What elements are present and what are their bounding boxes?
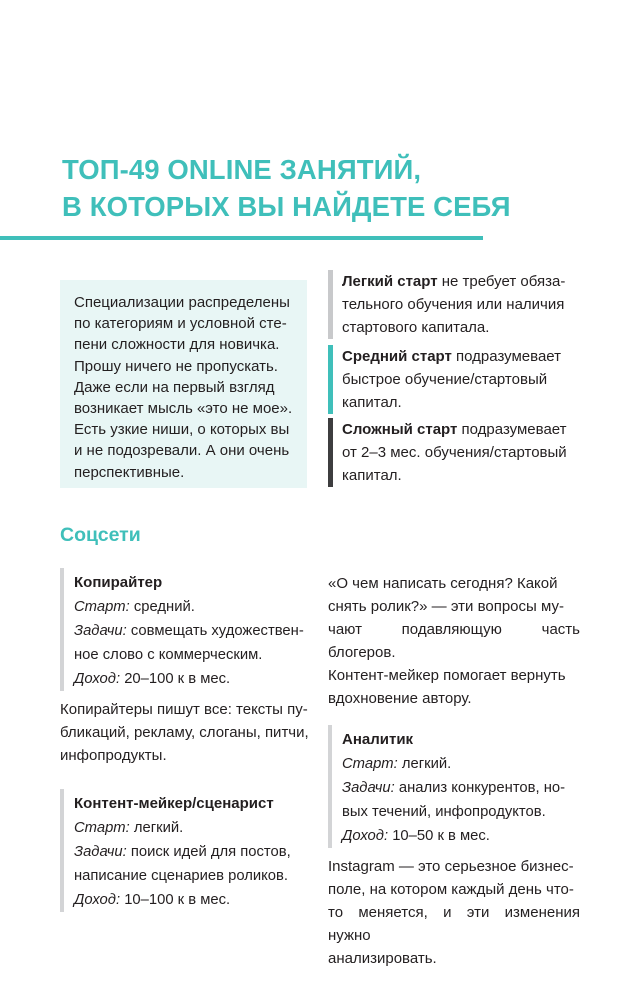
job-income: Доход: 10–100 к в мес. (74, 892, 231, 908)
job-title: Копирайтер (74, 574, 163, 591)
job-start: Старт: средний. (74, 599, 195, 615)
left-column (60, 568, 314, 912)
intro-line: Даже если на первый взгляд (74, 378, 275, 396)
intro-line: Есть узкие ниши, о которых вы (74, 421, 290, 439)
level-medium-name: Средний старт (342, 348, 452, 365)
page-title-line-1: ТОП-49 ONLINE ЗАНЯТИЙ, (62, 154, 422, 185)
job-start: Старт: легкий. (74, 820, 184, 836)
page-title (62, 151, 511, 225)
prose-line: бликаций, рекламу, слоганы, питчи, (60, 724, 309, 741)
job-title: Контент-мейкер/сценарист (74, 795, 274, 812)
job-card-analyst (328, 725, 580, 848)
job-start: Старт: легкий. (342, 756, 452, 772)
level-hard-text: подразумевает (457, 421, 567, 438)
prose-line: вдохновение автору. (328, 690, 472, 707)
prose-line: инфопродукты. (60, 747, 167, 764)
intro-line: Прошу ничего не пропускать. (74, 357, 278, 375)
prose-line: Копирайтеры пишут все: тексты пу- (60, 701, 308, 718)
intro-line: возникает мысль «это не мое». (74, 400, 293, 418)
level-easy-text: тельного обучения или наличия (342, 296, 565, 313)
job-tasks-cont: вых течений, инфопродуктов. (342, 804, 546, 820)
prose-line: то меняется, и эти изменения нужно (328, 904, 580, 944)
job-tasks: Задачи: анализ конкурентов, но- (342, 780, 566, 796)
intro-line: и не подозревали. А они очень (74, 442, 290, 460)
right-column (328, 568, 580, 970)
intro-line: Специализации распределены (74, 294, 290, 311)
level-hard (328, 418, 578, 487)
job-tasks: Задачи: поиск идей для постов, (74, 844, 291, 860)
job-income: Доход: 10–50 к в мес. (342, 828, 490, 844)
level-medium (328, 345, 578, 414)
job-card-content-maker (60, 789, 314, 912)
prose-line: анализировать. (328, 950, 437, 967)
section-heading: Соцсети (60, 524, 141, 546)
level-easy-text: не требует обяза- (437, 273, 566, 290)
prose-line: чают подавляющую часть блогеров. (328, 621, 580, 661)
level-medium-text: капитал. (342, 394, 402, 411)
job-card-copywriter (60, 568, 314, 691)
prose-line: снять ролик?» — эти вопросы му- (328, 598, 564, 615)
level-hard-name: Сложный старт (342, 421, 458, 438)
level-easy-name: Легкий старт (342, 273, 438, 290)
intro-line: перспективные. (74, 463, 185, 481)
prose-line: Контент-мейкер помогает вернуть (328, 667, 566, 684)
job-income: Доход: 20–100 к в мес. (74, 671, 231, 687)
level-easy-text: стартового капитала. (342, 319, 490, 336)
job-tasks-cont: написание сценариев роликов. (74, 868, 288, 884)
copywriter-description (60, 698, 314, 767)
job-title: Аналитик (342, 731, 414, 748)
level-hard-text: капитал. (342, 467, 402, 484)
intro-box (60, 280, 307, 488)
intro-line: пени сложности для новичка. (74, 336, 280, 354)
prose-line: Instagram — это серьезное бизнес- (328, 858, 574, 875)
level-hard-text: от 2–3 мес. обучения/стартовый (342, 444, 567, 461)
prose-line: поле, на котором каждый день что- (328, 881, 574, 898)
content-maker-description (328, 572, 580, 710)
page-title-line-2: В КОТОРЫХ ВЫ НАЙДЕТЕ СЕБЯ (62, 191, 511, 222)
title-underline (0, 236, 483, 240)
level-easy (328, 270, 578, 339)
level-medium-text: подразумевает (451, 348, 561, 365)
intro-line: по категориям и условной сте- (74, 315, 287, 333)
job-tasks-cont: ное слово с коммерческим. (74, 647, 263, 663)
level-medium-text: быстрое обучение/стартовый (342, 371, 548, 388)
analyst-description (328, 855, 580, 970)
prose-line: «О чем написать сегодня? Какой (328, 575, 558, 592)
job-tasks: Задачи: совмещать художествен- (74, 623, 304, 639)
